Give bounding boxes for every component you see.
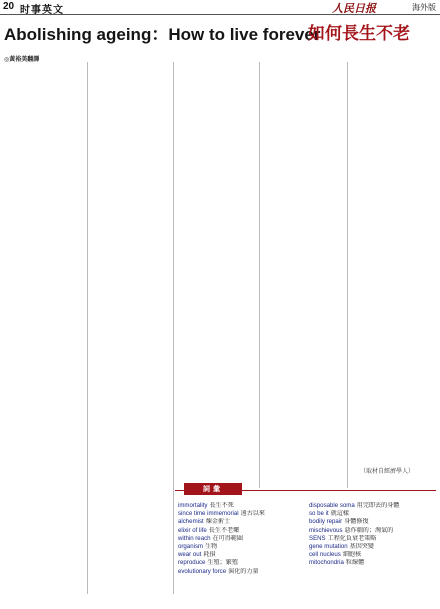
glossary-entry xyxy=(309,551,437,559)
glossary-term: evolutionary force xyxy=(178,567,227,575)
glossary-definition: 基因突變 xyxy=(349,543,374,551)
glossary-entry xyxy=(309,535,437,543)
glossary-definition: 煉金術士 xyxy=(205,518,231,526)
glossary-definition: 生殖；繁殖 xyxy=(207,559,238,567)
column-divider xyxy=(87,62,88,594)
glossary-term: alchemist xyxy=(178,518,204,526)
edition-label: 海外版 xyxy=(412,3,436,12)
glossary-term: disposable soma xyxy=(309,502,355,509)
glossary-term: organism xyxy=(178,543,204,551)
glossary-term: bodily repair xyxy=(309,518,343,526)
glossary-entry xyxy=(178,551,306,559)
glossary-entry xyxy=(178,543,306,551)
glossary-entry xyxy=(178,510,306,518)
glossary-term: since time immemorial xyxy=(178,510,239,518)
masthead xyxy=(0,0,440,15)
glossary-entry xyxy=(309,510,437,518)
article-column-4 xyxy=(261,62,345,486)
glossary-term: so be it xyxy=(309,510,329,518)
glossary-term: mitochondria xyxy=(309,559,344,567)
glossary-definition: 粒線體 xyxy=(345,559,365,567)
article-column-3 xyxy=(175,62,257,486)
glossary-title: 詞彙 xyxy=(184,483,242,495)
glossary-entry xyxy=(309,559,437,567)
glossary-entry xyxy=(309,518,437,526)
glossary-entry xyxy=(178,518,306,526)
glossary-term: SENS xyxy=(309,534,326,542)
newspaper-logo: 人民日报 xyxy=(332,2,376,15)
column-divider xyxy=(259,62,260,488)
source-note: （取材自經濟學人） xyxy=(360,468,415,475)
glossary-entry xyxy=(178,502,306,510)
glossary-term: elixir of life xyxy=(178,526,207,534)
article-column-1 xyxy=(4,62,85,592)
glossary-entry xyxy=(178,535,306,543)
glossary-left-list xyxy=(178,502,306,576)
headline-english: Abolishing ageing：How to live forever xyxy=(4,25,321,44)
headline-chinese: 如何長生不老 xyxy=(308,24,410,44)
glossary-definition: 遠古以來 xyxy=(240,510,265,518)
glossary-term: mischievous xyxy=(309,526,343,534)
glossary-entry xyxy=(178,559,306,567)
column-divider xyxy=(347,62,348,488)
article-column-2 xyxy=(89,62,171,592)
glossary-definition: 就這樣 xyxy=(330,510,349,518)
glossary-definition: 惡作劇的；淘氣的 xyxy=(344,526,394,534)
glossary-entry xyxy=(309,527,437,535)
glossary-definition: 耗損 xyxy=(203,551,216,559)
article-column-5 xyxy=(349,62,436,486)
glossary-term: gene mutation xyxy=(309,543,348,551)
glossary-definition: 工程化負衰老策略 xyxy=(327,534,377,542)
glossary-term: cell nucleus xyxy=(309,551,341,559)
glossary-definition: 身體修復 xyxy=(344,518,369,526)
glossary-entry xyxy=(178,527,306,535)
glossary-right-list xyxy=(309,502,437,568)
glossary-term: within reach xyxy=(178,534,211,542)
glossary-entry xyxy=(178,568,306,576)
section-title: 时事英文 xyxy=(20,5,64,16)
glossary-definition: 用完即丟的身體 xyxy=(356,502,400,509)
glossary-term: immortality xyxy=(178,502,208,509)
glossary-definition: 細胞核 xyxy=(342,551,362,559)
glossary-definition: 長生不老藥 xyxy=(208,526,240,534)
glossary-entry xyxy=(309,502,437,510)
glossary-definition: 在可得範圍 xyxy=(212,534,243,542)
glossary-entry xyxy=(309,543,437,551)
glossary-term: reproduce xyxy=(178,559,206,567)
byline: ◎黃裕美翻譯 xyxy=(4,56,40,63)
glossary-definition: 生物 xyxy=(205,543,218,551)
glossary-definition: 長生不死 xyxy=(209,502,234,509)
column-divider xyxy=(173,62,174,594)
glossary-definition: 演化的力量 xyxy=(228,567,259,575)
page-number: 20 xyxy=(3,1,15,12)
glossary-term: wear out xyxy=(178,551,202,559)
